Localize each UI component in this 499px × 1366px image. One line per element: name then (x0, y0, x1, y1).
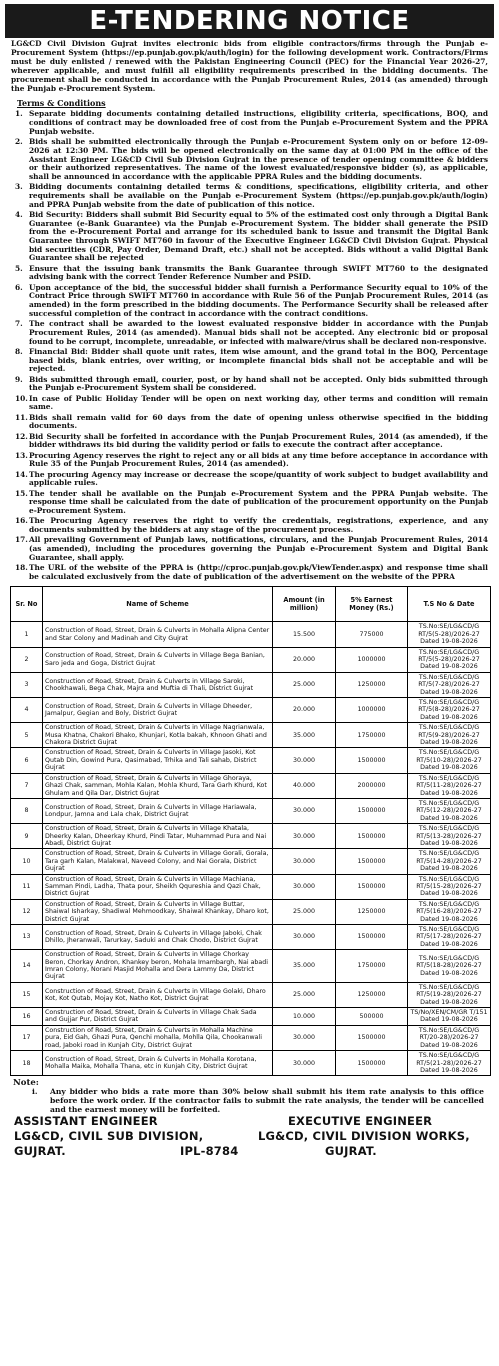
term-number: 17. (15, 535, 28, 545)
table-body (11, 622, 491, 1076)
row-scheme-cell: Construction of Road, Street, Drain & Culverts in Village Saroki, Chookhawali, Bega Chak, Majra and Muftia di Thali, District Gujrat (43, 672, 273, 697)
row-amount-cell: 40.000 (273, 773, 336, 798)
row-amount-cell: 30.000 (273, 1025, 336, 1050)
row-earnest-cell: 500000 (336, 1008, 408, 1026)
term-item (15, 182, 488, 209)
term-number: 8. (15, 346, 23, 356)
row-amount-cell: 25.000 (273, 672, 336, 697)
row-scheme-cell: Construction of Road, Street, Drain & Culverts in Village Chak Sada and Gujjar Pur, District Gujrat (43, 1008, 273, 1026)
row-earnest-cell: 1500000 (336, 748, 408, 773)
term-number: 16. (15, 516, 28, 526)
row-earnest-cell: 1500000 (336, 798, 408, 823)
row-sr-cell: 6 (11, 748, 43, 773)
terms-heading: Terms & Conditions (17, 98, 106, 109)
term-text: Bids shall be submitted electronically through the Punjab e-Procurement System only on or before 12-09-2026 at 12:30 PM. The bids will be opened electronically on the same day at 01:00 PM in the office of the Assistant Engineer LG&CD Civil Sub Division Gujrat in the presence of tender opening committee & bidders or their authorized representatives. The name of the lowest evaluated/responsive bidder (s), as applicable, shall be announced in accordance with the applicable PPRA Rules and the bidding documents. (29, 137, 488, 181)
table-row (11, 647, 491, 672)
term-number: 4. (15, 209, 23, 219)
term-number: 1. (15, 109, 23, 119)
row-earnest-cell: 1250000 (336, 899, 408, 924)
row-sr-cell: 9 (11, 824, 43, 849)
row-ts-cell: TS.No:SE/LG&CD/G RT/5(7-28)/2026-27 Dated 19-08-2026 (408, 672, 491, 697)
row-earnest-cell: 1750000 (336, 950, 408, 983)
term-text: The tender shall be available on the Punjab e-Procurement System and the PPRA Punjab website. The response time shall be calculated from the date of publication of the procurement opportunity on the Punjab e-Procurement System. (29, 488, 488, 515)
row-earnest-cell: 1500000 (336, 925, 408, 950)
col-ts: T.S No & Date (408, 587, 491, 622)
row-sr-cell: 17 (11, 1025, 43, 1050)
term-item (15, 431, 488, 450)
col-sr: Sr. No (11, 587, 43, 622)
term-number: 5. (15, 263, 23, 273)
term-number: 6. (15, 282, 23, 292)
table-row (11, 672, 491, 697)
table-row (11, 899, 491, 924)
term-text: Bidding documents containing detailed terms & conditions, specifications, eligibility criteria, and other requirements shall be available on the Punjab e-Procurement System (https://ep.punjab.gov.pk/auth/login) and PPRA Punjab website from the date of publication of this notice. (29, 182, 488, 209)
term-item (15, 374, 488, 393)
term-text: All prevailing Government of Punjab laws, notifications, circulars, and the Punjab Procurement Rules, 2014 (as amended), including the procedures governing the Punjab e-Procurement System and Digital Bank Guarantee, shall apply. (29, 535, 488, 562)
term-text: The Procuring Agency reserves the right to verify the credentials, registrations, experience, and any documents submitted by the bidders at any stage of the procurement process. (29, 516, 488, 534)
row-ts-cell: TS.No:SE/LG&CD/G RT/5(19-28)/2026-27 Dated 19-08-2026 (408, 982, 491, 1007)
term-item (15, 137, 488, 182)
row-amount-cell: 10.000 (273, 1008, 336, 1026)
col-earnest: 5% Earnest Money (Rs.) (336, 587, 408, 622)
row-scheme-cell: Construction of Road, Street, Drain & Culverts in Village Golaki, Dharo Kot, Kot Qutab, Mojay Kot, Natho Kot, District Gujrat (43, 982, 273, 1007)
right-signatory-title: EXECUTIVE ENGINEER (288, 1114, 433, 1129)
row-ts-cell: TS.No:SE/LG&CD/G RT/5(5-28)/2026-27 Dated 19-08-2026 (408, 647, 491, 672)
row-scheme-cell: Construction of Road, Street, Drain & Culverts in Village Jaboki, Chak Dhillo, Jheranwali, Tarurkay, Saduki and Chak Chodo, District Gujrat (43, 925, 273, 950)
col-amount: Amount (in million) (273, 587, 336, 622)
term-number: 10. (15, 393, 28, 403)
row-ts-cell: TS.No:SE/LG&CD/G RT/5(9-28)/2026-27 Dated 19-08-2026 (408, 723, 491, 748)
term-number: 7. (15, 319, 23, 329)
row-earnest-cell: 1000000 (336, 698, 408, 723)
term-number: 13. (15, 450, 28, 460)
notice-title: E-TENDERING NOTICE (5, 4, 494, 38)
row-scheme-cell: Construction of Road, Street, Drain & Culverts in Village Jasoki, Kot Qutab Din, Gowind Pura, Qasimabad, Trhika and Tali sahab, District Gujrat (43, 748, 273, 773)
row-sr-cell: 7 (11, 773, 43, 798)
row-scheme-cell: Construction of Road, Street, Drain & Culverts in Village Ghoraya, Ghazi Chak, samman, Mohla Kalan, Mohla Khurd, Tara Garh Khurd, Kot Ghulam and Qila Dar, District Gujrat (43, 773, 273, 798)
row-ts-cell: TS.No:SE/LG&CD/G RT/5(10-28)/2026-27 Dated 19-08-2026 (408, 748, 491, 773)
row-ts-cell: TS.No:SE/LG&CD/G RT/5(16-28)/2026-27 Dated 19-08-2026 (408, 899, 491, 924)
row-earnest-cell: 1500000 (336, 874, 408, 899)
ipl-number: IPL-8784 (180, 1144, 239, 1159)
term-item (15, 412, 488, 431)
term-text: The URL of the website of the PPRA is (http://cproc.punjab.gov.pk/ViewTender.aspx) and response time shall be calculated exclusively from the date of publication of the advertisement on the website of the PPRA (29, 562, 488, 581)
row-sr-cell: 16 (11, 1008, 43, 1026)
term-text: The contract shall be awarded to the lowest evaluated responsive bidder in accordance with the Punjab Procurement Rules, 2014 (as amended). Manual bids shall not be accepted. Any electronic bid or proposal found to be corrupt, incomplete, unreadable, or infected with malware/virus shall be declared non-responsive. (29, 319, 488, 346)
term-text: Separate bidding documents containing detailed instructions, eligibility criteria, specifications, BOQ, and conditions of contract may be downloaded free of cost from the Punjab e-Procurement System and the PPRA Punjab website. (29, 109, 488, 136)
table-row (11, 1025, 491, 1050)
row-earnest-cell: 1250000 (336, 672, 408, 697)
row-amount-cell: 35.000 (273, 723, 336, 748)
row-scheme-cell: Construction of Road, Street, Drain & Culverts in Village Dheeder, Jamalpur, Gegian and Boly, District Gujrat (43, 698, 273, 723)
table-row (11, 874, 491, 899)
row-sr-cell: 1 (11, 622, 43, 647)
row-earnest-cell: 1000000 (336, 647, 408, 672)
row-ts-cell: TS.No:SE/LG&CD/G RT/20-28)/2026-27 Dated 19-08-2026 (408, 1025, 491, 1050)
left-signatory-city: GUJRAT. (14, 1144, 66, 1159)
term-item (15, 282, 488, 319)
note-item (32, 1087, 484, 1114)
term-number: 15. (15, 488, 28, 498)
term-number: 9. (15, 374, 23, 384)
row-earnest-cell: 1500000 (336, 1025, 408, 1050)
row-sr-cell: 11 (11, 874, 43, 899)
table-row (11, 925, 491, 950)
row-earnest-cell: 2000000 (336, 773, 408, 798)
right-signatory-city: GUJRAT. (325, 1144, 377, 1159)
row-amount-cell: 30.000 (273, 748, 336, 773)
row-amount-cell: 15.500 (273, 622, 336, 647)
table-row (11, 723, 491, 748)
term-text: Procuring Agency reserves the right to reject any or all bids at any time before acceptance in accordance with Rule 35 of the Punjab Procurement Rules, 2014 (as amended). (29, 450, 488, 469)
row-earnest-cell: 1250000 (336, 982, 408, 1007)
tender-notice (5, 4, 494, 1159)
row-ts-cell: TS.No:SE/LG&CD/G RT/5(12-28)/2026-27 Dated 19-08-2026 (408, 798, 491, 823)
row-scheme-cell: Construction of Road, Street, Drain & Culverts in Village Buttar, Shaiwal Isharkay, Shadiwal Mehmoodkay, Shaiwal Khankay, Dharo kot, District Gujrat (43, 899, 273, 924)
row-amount-cell: 30.000 (273, 925, 336, 950)
row-amount-cell: 30.000 (273, 1051, 336, 1076)
row-amount-cell: 20.000 (273, 647, 336, 672)
term-item (15, 393, 488, 412)
row-sr-cell: 13 (11, 925, 43, 950)
term-number: 12. (15, 431, 28, 441)
table-row (11, 824, 491, 849)
term-item (15, 450, 488, 469)
table-header-row (11, 587, 491, 622)
row-scheme-cell: Construction of Road, Street, Drain & Culverts in Mohalla Alipna Center and Star Colony and Madinah and City Gujrat (43, 622, 273, 647)
term-number: 14. (15, 469, 28, 479)
term-number: 3. (15, 182, 23, 192)
row-ts-cell: TS.No:SE/LG&CD/G RT/5(21-28)/2026-27 Dated 19-08-2026 (408, 1051, 491, 1076)
row-scheme-cell: Construction of Road, Street, Drain & Culverts in Village Hariawala, Londpur, Jamna and Lala chak, District Gujrat (43, 798, 273, 823)
row-ts-cell: TS.No:SE/LG&CD/G RT/5(11-28)/2026-27 Dated 19-08-2026 (408, 773, 491, 798)
table-row (11, 622, 491, 647)
row-sr-cell: 15 (11, 982, 43, 1007)
row-earnest-cell: 1500000 (336, 849, 408, 874)
term-item (15, 469, 488, 488)
term-text: In case of Public Holiday Tender will be open on next working day, other terms and condition will remain same. (29, 393, 488, 412)
row-scheme-cell: Construction of Road, Street, Drain & Culverts in Village Gorali, Gorala, Tara garh Kalan, Malakwal, Naveed Colony, and Nai Gorala, District Gujrat (43, 849, 273, 874)
term-item (15, 109, 488, 136)
row-ts-cell: TS.No:SE/LG&CD/G RT/5(17-28)/2026-27 Dated 19-08-2026 (408, 925, 491, 950)
signature-block (5, 1114, 494, 1159)
row-sr-cell: 5 (11, 723, 43, 748)
table-row (11, 982, 491, 1007)
row-amount-cell: 30.000 (273, 824, 336, 849)
table-row (11, 698, 491, 723)
row-ts-cell: TS.No:SE/LG&CD/G RT/5(5-28)/2026-27 Dated 19-08-2026 (408, 622, 491, 647)
table-row (11, 798, 491, 823)
row-ts-cell: TS/No/XEN/CM/GR T/151 Dated 19-08-2026 (408, 1008, 491, 1026)
term-item (15, 516, 488, 534)
term-item (15, 263, 488, 282)
table-row (11, 1051, 491, 1076)
left-signatory-title: ASSISTANT ENGINEER (14, 1114, 158, 1129)
term-number: 2. (15, 137, 23, 147)
row-earnest-cell: 1500000 (336, 1051, 408, 1076)
row-sr-cell: 18 (11, 1051, 43, 1076)
table-row (11, 849, 491, 874)
intro-paragraph: LG&CD Civil Division Gujrat invites electronic bids from eligible contractors/firms through the Punjab e-Procurement System (https://ep.punjab.gov.pk/auth/login) for the following development work. Contractors/Firms must be duly enlisted / renewed with the Pakistan Engineering Council (PEC) for the Financial Year 2026-27, wherever applicable, and must fulfill all eligibility requirements prescribed in the bidding documents. The procurement shall be conducted in accordance with the Punjab Procurement Rules, 2014 (as amended) through the Punjab e-Procurement System. (11, 39, 488, 93)
note-list (5, 1088, 494, 1114)
row-ts-cell: TS.No:SE/LG&CD/G RT/5(15-28)/2026-27 Dated 19-08-2026 (408, 874, 491, 899)
term-text: Upon acceptance of the bid, the successful bidder shall furnish a Performance Security equal to 10% of the Contract Price through SWIFT MT760 in accordance with Rule 56 of the Punjab Procurement Rules, 2014 (as amended) in the form prescribed in the bidding documents. The Performance Security shall be released after successful completion of the contract in accordance with the contract conditions. (29, 282, 488, 318)
schemes-table (10, 586, 491, 1076)
col-scheme: Name of Scheme (43, 587, 273, 622)
row-ts-cell: TS.No:SE/LG&CD/G RT/5(18-28)/2026-27 Dated 19-08-2026 (408, 950, 491, 983)
row-amount-cell: 20.000 (273, 698, 336, 723)
note-label: Note: (13, 1078, 39, 1089)
row-sr-cell: 8 (11, 798, 43, 823)
row-scheme-cell: Construction of Road, Street, Drain & Culverts in Village Nagrianwala, Musa Khatna, Chakori Bhako, Khunjari, Kotla bakah, Khnoon Ghati and Chakora District Gujrat (43, 723, 273, 748)
row-scheme-cell: Construction of Road, Street, Drain & Culverts in Village Machiana, Samman Pindi, Ladha, Thata pour, Sheikh Qqureshia and Qazi Chak, District Gujrat (43, 874, 273, 899)
term-number: 11. (15, 412, 28, 422)
row-sr-cell: 14 (11, 950, 43, 983)
row-scheme-cell: Construction of Road, Street, Drain & Culverts in Village Khatala, Dheerky Kalan, Dheerkay Khurd, Pindi Tatar, Muhammad Pura and Nai Abadi, District Gujrat (43, 824, 273, 849)
row-sr-cell: 4 (11, 698, 43, 723)
row-amount-cell: 30.000 (273, 798, 336, 823)
term-text: Bids submitted through email, courier, post, or by hand shall not be accepted. Only bids submitted through the Punjab e-Procurement System shall be considered. (29, 374, 488, 393)
term-text: Bids shall remain valid for 60 days from the date of opening unless otherwise specified in the bidding documents. (29, 412, 488, 431)
row-scheme-cell: Construction of Road, Street, Drain & Culverts in Village Chorkay Beron, Chorkay Andron, Khankey beron, Mohala Imambargh, Nai abadi Imran Colony, Norani Masjid Mohalla and Dera Lammy Da, District Gujrat (43, 950, 273, 983)
term-text: Ensure that the issuing bank transmits the Bank Guarantee through SWIFT MT760 to the designated advising bank with the correct Tender Reference Number and PSID. (29, 263, 488, 282)
row-sr-cell: 12 (11, 899, 43, 924)
term-text: Bid Security: Bidders shall submit Bid Security equal to 5% of the estimated cost only through a Digital Bank Guarantee (e-Bank Guarantee) via the Punjab e-Procurement System. The bidder shall generate the PSID from the e-Procurement Portal and arrange for its scheduled bank to issue and transmit the Digital Bank Guarantee through SWIFT MT760 in favour of the Executive Engineer LG&CD Civil Division Gujrat. Physical bid securities (CDR, Pay Order, Demand Draft, etc.) shall not be accepted. Bids without a valid Digital Bank Guarantee shall be rejected (29, 209, 488, 263)
term-item (15, 562, 488, 581)
row-scheme-cell: Construction of Road, Street, Drain & Culverts in Village Bega Banian, Saro jeda and Goga, District Gujrat (43, 647, 273, 672)
row-amount-cell: 25.000 (273, 899, 336, 924)
row-earnest-cell: 775000 (336, 622, 408, 647)
row-scheme-cell: Construction of Road, Street, Drain & Culverts in Mohalla Korotana, Mohalla Maika, Mohalla Thana, etc in Kunjah City, District Gujrat (43, 1051, 273, 1076)
row-sr-cell: 2 (11, 647, 43, 672)
term-text: The procuring Agency may increase or decrease the scope/quantity of work subject to budget availability and applicable rules. (29, 469, 488, 488)
row-ts-cell: TS.No:SE/LG&CD/G RT/5(8-28)/2026-27 Dated 19-08-2026 (408, 698, 491, 723)
table-row (11, 748, 491, 773)
row-amount-cell: 35.000 (273, 950, 336, 983)
term-item (15, 488, 488, 516)
table-row (11, 773, 491, 798)
row-sr-cell: 10 (11, 849, 43, 874)
row-scheme-cell: Construction of Road, Street, Drain & Culverts in Mohalla Machine pura, Eid Gah, Ghazi Pura, Qenchi mohalla, Mohlla Qila, Chookanwali road, Jaboki road in Kunjah City, District Gujrat (43, 1025, 273, 1050)
term-item (15, 319, 488, 346)
term-item (15, 535, 488, 562)
row-ts-cell: TS.No:SE/LG&CD/G RT/5(14-28)/2026-27 Dated 19-08-2026 (408, 849, 491, 874)
row-amount-cell: 30.000 (273, 874, 336, 899)
row-earnest-cell: 1750000 (336, 723, 408, 748)
row-sr-cell: 3 (11, 672, 43, 697)
table-row (11, 1008, 491, 1026)
row-amount-cell: 30.000 (273, 849, 336, 874)
left-signatory-office: LG&CD, CIVIL SUB DIVISION, (14, 1129, 204, 1144)
term-item (15, 346, 488, 374)
row-earnest-cell: 1500000 (336, 824, 408, 849)
term-item (15, 209, 488, 263)
term-text: Financial Bid: Bidder shall quote unit rates, item wise amount, and the grand total in the BOQ, Percentage based bids, blank entries, over writing, or incomplete financial bids shall not be acceptable and will be rejected. (29, 346, 488, 374)
row-amount-cell: 25.000 (273, 982, 336, 1007)
table-row (11, 950, 491, 983)
term-text: Bid Security shall be forfeited in accordance with the Punjab Procurement Rules, 2014 (as amended), if the bidder withdraws its bid during the validity period or fails to execute the contract after acceptance. (29, 431, 488, 450)
term-number: 18. (15, 562, 28, 572)
note-number: i. (32, 1087, 38, 1097)
right-signatory-office: LG&CD, CIVIL DIVISION WORKS, (258, 1129, 470, 1144)
terms-list (5, 110, 494, 581)
note-text: Any bidder who bids a rate more than 30% below shall submit his item rate analysis to this office before the work order. If the contractor fails to submit the rate analysis, the tender will be cancelled and the earnest money will be forfeited. (50, 1087, 484, 1114)
row-ts-cell: TS.No:SE/LG&CD/G RT/5(13-28)/2026-27 Dated 19-08-2026 (408, 824, 491, 849)
